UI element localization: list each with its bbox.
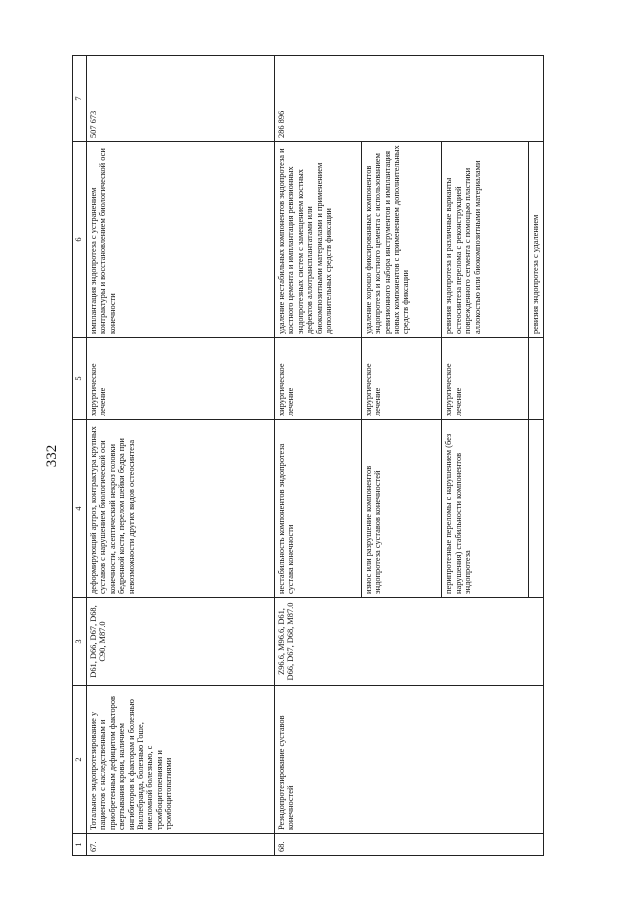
page-number: 332 — [44, 444, 60, 468]
column-header: 2 — [73, 686, 87, 834]
disease-model — [529, 420, 544, 598]
table-row — [275, 56, 362, 856]
disease-model: деформирующий артроз, контрактура крупных суставов с нарушением биологической оси конечности, асептический некроз головки бедренной кости, перелом шейки бедра при невозможности других видов остеосинтеза — [87, 420, 275, 598]
treatment-method: удаление хорошо фиксированных компонентов эндопротеза и костного цемента с использованием ревизионного набора инструментов и имплантация новых компонентов с применением дополнительных средств фиксации — [361, 142, 442, 338]
column-header: 1 — [73, 834, 87, 856]
care-type-name: Тотальное эндопротезирование у пациентов с наследственным и приобретенным дефицитом факторов свертывания крови, наличием ингибиторов к факторам и болезнью Виллебранда, болезнью Гоше, миеломной болезнью, с тромбоцитопениями и тромбоцитопатиями — [87, 686, 275, 834]
medical-care-table — [72, 55, 544, 856]
table-row — [87, 56, 275, 856]
column-header: 5 — [73, 338, 87, 420]
column-header: 6 — [73, 142, 87, 338]
care-type-name: Реэндопротезирование суставов конечностей — [275, 686, 544, 834]
icd-codes: Z96.6, M96.6, D61, D66, D67, D68, M87.0 — [275, 598, 544, 686]
row-number: 68. — [275, 834, 544, 856]
column-number-row — [73, 56, 87, 856]
treatment-method: ревизия эндопротеза с удалением — [529, 142, 544, 338]
treatment-method: ревизия эндопротеза и различные варианты остеосинтеза перелома с реконструкцией поврежденного сегмента с помощью пластики аллокостью или биокомпозитными материалами — [442, 142, 529, 338]
rotated-page — [44, 56, 550, 856]
treatment-type: хирургическое лечение — [361, 338, 442, 420]
treatment-type: хирургическое лечение — [442, 338, 529, 420]
disease-model: перипротезные переломы с нарушением (без нарушения) стабильности компонентов эндопротеза — [442, 420, 529, 598]
treatment-method: удаление нестабильных компонентов эндопротеза и костного цемента и имплантация ревизионных эндопротезных систем с замещением костных дефектов аллотрансплантатами или биокомпозитными материалами и применением дополнительных средств фиксации — [275, 142, 362, 338]
treatment-type — [529, 338, 544, 420]
column-header: 3 — [73, 598, 87, 686]
disease-model: износ или разрушение компонентов эндопротеза суставов конечностей — [361, 420, 442, 598]
treatment-method: имплантация эндопротеза с устранением контрактуры и восстановлением биологической оси конечности — [87, 142, 275, 338]
disease-model: нестабильность компонентов эндопротеза сустава конечности — [275, 420, 362, 598]
row-number: 67. — [87, 834, 275, 856]
icd-codes: D61, D66, D67, D68, C90, M87.0 — [87, 598, 275, 686]
column-header: 7 — [73, 56, 87, 142]
standard-cost: 286 896 — [275, 56, 544, 142]
column-header: 4 — [73, 420, 87, 598]
treatment-type: хирургическое лечение — [275, 338, 362, 420]
standard-cost: 507 673 — [87, 56, 275, 142]
treatment-type: хирургическое лечение — [87, 338, 275, 420]
